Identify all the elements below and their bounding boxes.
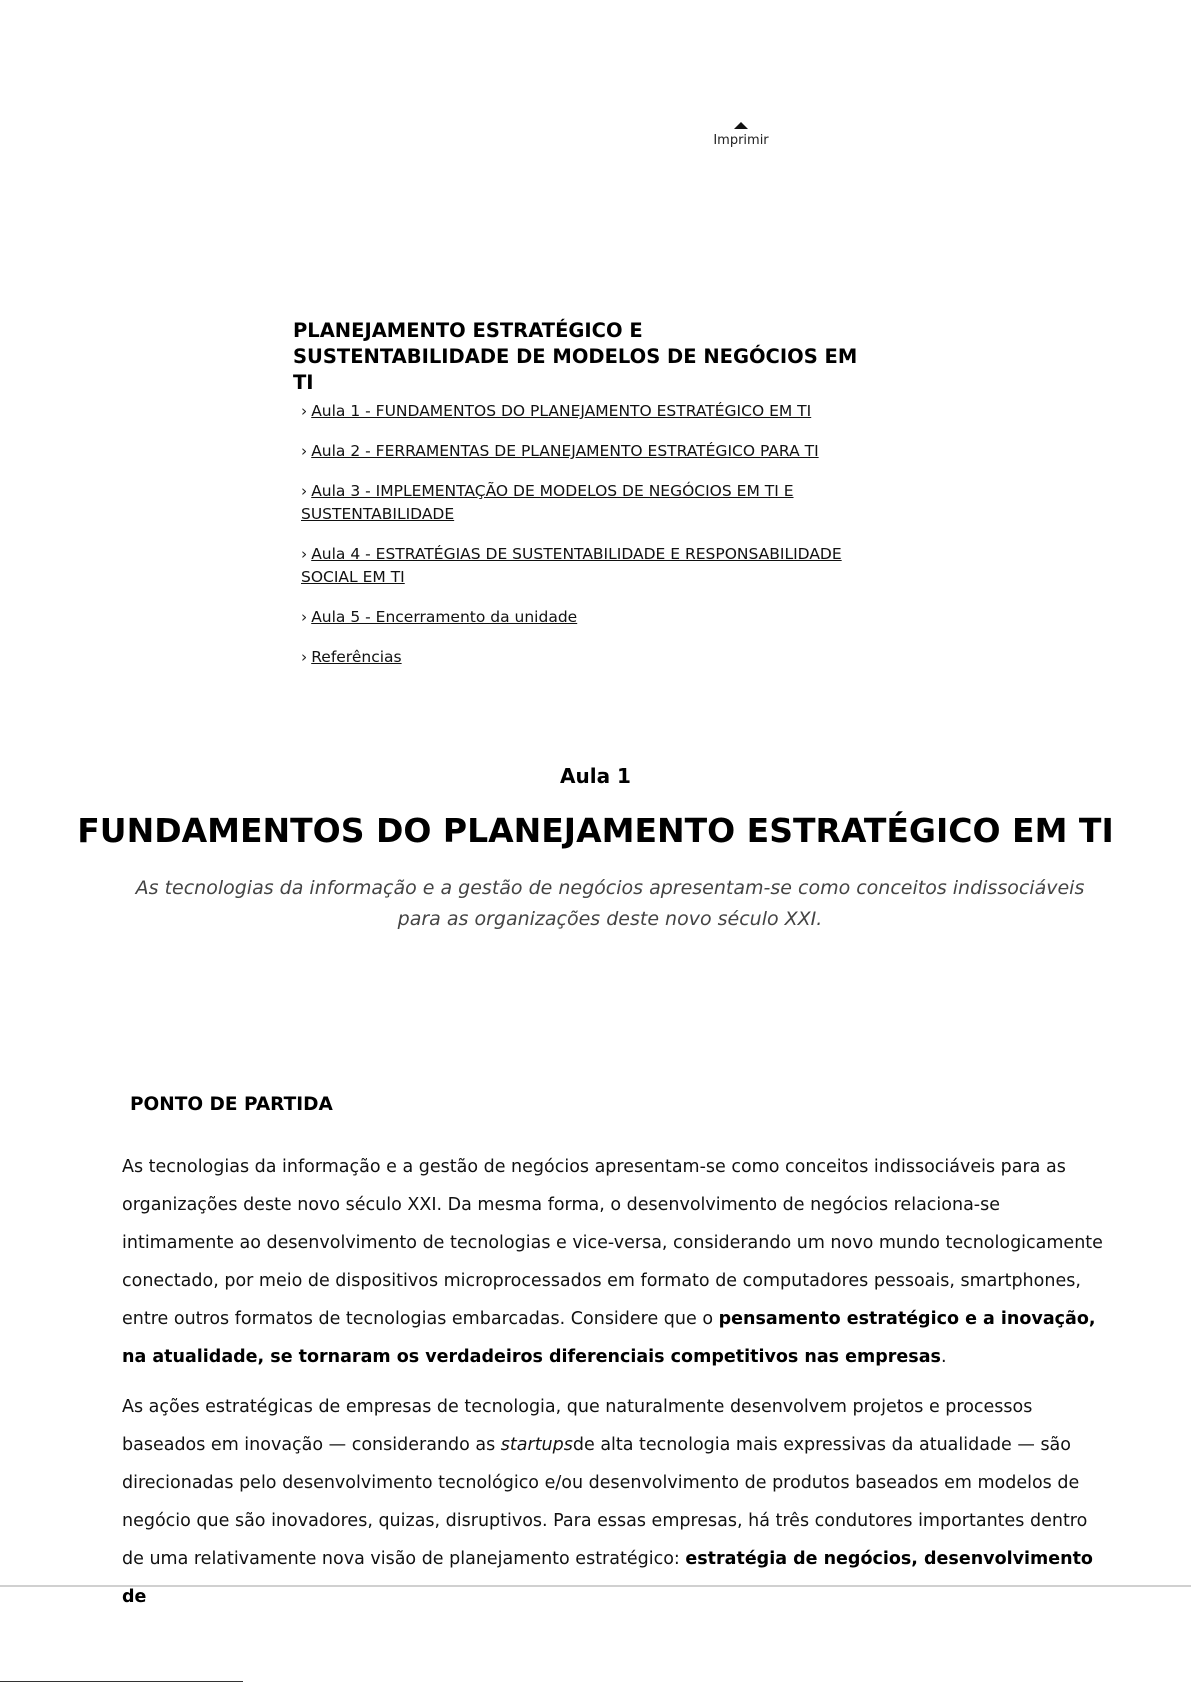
toc-link-aula-2[interactable]: Aula 2 - FERRAMENTAS DE PLANEJAMENTO ESTRATÉGICO PARA TI	[311, 442, 819, 460]
paragraph-1-bold: pensamento estratégico e a inovação, na atualidade, se tornaram os verdadeiros diferenciais competitivos nas empresas	[122, 1309, 1096, 1367]
paragraph-1-text: As tecnologias da informação e a gestão de negócios apresentam-se como conceitos indissociáveis para as organizações deste novo século XXI. Da mesma forma, o desenvolvimento de negócios relaciona-se intimamente ao desenvolvimento de tecnologias e vice-versa, considerando um novo mundo tecnologicamente conectado, por meio de dispositivos microprocessados em formato de computadores pessoais, smartphones, entre outros formatos de tecnologias embarcadas. Considere que o	[122, 1157, 1103, 1329]
section-content	[122, 1148, 1112, 1628]
toc-list	[293, 400, 863, 669]
print-button[interactable]	[706, 122, 776, 148]
toc-link-aula-3[interactable]: Aula 3 - IMPLEMENTAÇÃO DE MODELOS DE NEGÓCIOS EM TI E SUSTENTABILIDADE	[301, 482, 794, 523]
chevron-right-icon: ›	[301, 402, 308, 420]
lesson-title: FUNDAMENTOS DO PLANEJAMENTO ESTRATÉGICO EM TI	[77, 811, 1114, 850]
paragraph-2-text-1: As ações estratégicas de empresas de tecnologia, que naturalmente desenvolvem projetos e processos baseados em inovação — considerando as	[122, 1397, 1033, 1455]
chevron-right-icon: ›	[301, 545, 308, 563]
paragraph-2-bold: estratégia de negócios, desenvolvimento de	[122, 1549, 1093, 1607]
paragraph-2-italic: startups	[500, 1435, 573, 1455]
course-title: PLANEJAMENTO ESTRATÉGICO E SUSTENTABILIDADE DE MODELOS DE NEGÓCIOS EM TI	[293, 319, 858, 394]
toc-link-aula-4[interactable]: Aula 4 - ESTRATÉGIAS DE SUSTENTABILIDADE E RESPONSABILIDADE SOCIAL EM TI	[301, 545, 842, 586]
toc-item-aula-5	[301, 606, 863, 629]
paragraph-1	[122, 1148, 1112, 1376]
toc-link-referencias[interactable]: Referências	[311, 648, 402, 666]
print-label: Imprimir	[713, 133, 769, 148]
divider	[0, 1585, 1191, 1587]
toc-item-referencias	[301, 646, 863, 669]
toc-item-aula-4	[301, 543, 863, 589]
lesson-subtitle: As tecnologias da informação e a gestão de negócios apresentam-se como conceitos indissociáveis para as organizações deste novo século XXI.	[135, 877, 1085, 930]
section-heading: PONTO DE PARTIDA	[130, 1094, 333, 1115]
lesson-number: Aula 1	[560, 764, 631, 788]
footer-divider	[0, 1681, 243, 1682]
toc-item-aula-1	[301, 400, 863, 423]
chevron-right-icon: ›	[301, 482, 308, 500]
chevron-right-icon: ›	[301, 608, 308, 626]
paragraph-2	[122, 1388, 1112, 1616]
toc-link-aula-1[interactable]: Aula 1 - FUNDAMENTOS DO PLANEJAMENTO ESTRATÉGICO EM TI	[311, 402, 812, 420]
toc-item-aula-3	[301, 480, 863, 526]
paragraph-2-text-2: de alta tecnologia mais expressivas da atualidade — são direcionadas pelo desenvolvimento tecnológico e/ou desenvolvimento de produtos baseados em modelos de negócio que são inovadores, quizas, disruptivos. Para essas empresas, há três condutores importantes dentro de uma relativamente nova visão de planejamento estratégico:	[122, 1435, 1088, 1569]
chevron-right-icon: ›	[301, 442, 308, 460]
toc-link-aula-5[interactable]: Aula 5 - Encerramento da unidade	[311, 608, 578, 626]
toc-item-aula-2	[301, 440, 863, 463]
caret-up-icon	[734, 122, 748, 129]
table-of-contents	[293, 318, 863, 686]
paragraph-1-end: .	[940, 1347, 947, 1367]
chevron-right-icon: ›	[301, 648, 308, 666]
